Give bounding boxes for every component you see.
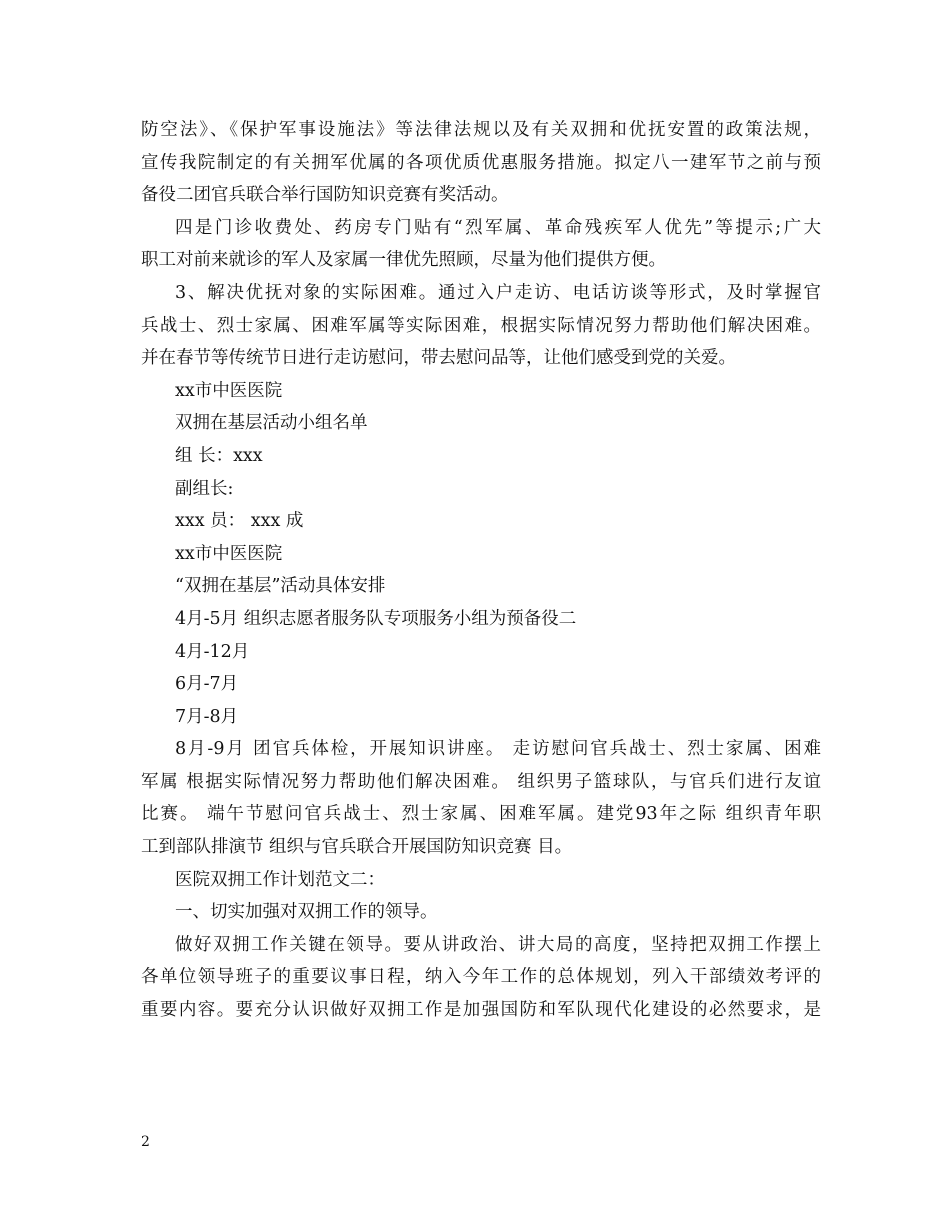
text-line: 并在春节等传统节日进行走访慰问，带去慰问品等，让他们感受到党的关爱。 [141, 348, 736, 369]
text-line: 做好双拥工作关键在领导。要从讲政治、讲大局的高度，坚持把双拥工作摆上 [175, 934, 821, 955]
text-line: 一、切实加强对双拥工作的领导。 [175, 902, 438, 923]
text-line: 副组长: [175, 478, 234, 499]
text-line: “双拥在基层”活动具体安排 [175, 576, 386, 597]
text-line: 各单位领导班子的重要议事日程，纳入今年工作的总体规划，列入干部绩效考评的 [141, 967, 821, 988]
text-line: 7月-8月 [175, 706, 239, 727]
text-line: 4月-5月 组织志愿者服务队专项服务小组为预备役二 [175, 608, 577, 629]
text-line: xxx 员： xxx 成 [175, 511, 304, 532]
text-line: 防空法》、《保护军事设施法》等法律法规以及有关双拥和优抚安置的政策法规， [141, 120, 821, 140]
text-line: 宣传我院制定的有关拥军优属的各项优质优惠服务措施。拟定八一建军节之前与预 [141, 152, 821, 173]
text-line: 医院双拥工作计划范文二： [175, 869, 385, 890]
text-line: 工到部队排演节 组织与官兵联合开展国防知识竞赛 目。 [141, 837, 573, 858]
text-line: 四是门诊收费处、药房专门贴有“烈军属、革命残疾军人优先”等提示;广大 [175, 217, 821, 238]
text-line: 8月-9月 团官兵体检，开展知识讲座。 走访慰问官兵战士、烈士家属、困难 [175, 739, 821, 760]
text-line: 备役二团官兵联合举行国防知识竞赛有奖活动。 [141, 185, 509, 206]
text-line: xx市中医医院 [175, 543, 283, 564]
page-number: 2 [141, 1134, 150, 1150]
text-line: 军属 根据实际情况努力帮助他们解决困难。 组织男子篮球队，与官兵们进行友谊 [141, 771, 821, 792]
text-line: 4月-12月 [175, 641, 250, 662]
text-line: 重要内容。要充分认识做好双拥工作是加强国防和军队现代化建设的必然要求，是 [141, 1000, 821, 1021]
text-line: 6月-7月 [175, 674, 239, 695]
text-line: 双拥在基层活动小组名单 [175, 413, 368, 434]
text-line: 兵战士、烈士家属、困难军属等实际困难，根据实际情况努力帮助他们解决困难。 [141, 315, 821, 336]
text-line: 职工对前来就诊的军人及家属一律优先照顾，尽量为他们提供方便。 [141, 250, 666, 271]
text-line: xx市中医医院 [175, 380, 283, 401]
text-line: 组 长：xxx [175, 445, 263, 466]
text-line: 比赛。 端午节慰问官兵战士、烈士家属、困难军属。建党93年之际 组织青年职 [141, 804, 821, 825]
text-line: 3、解决优抚对象的实际困难。通过入户走访、电话访谈等形式，及时掌握官 [175, 282, 821, 303]
body-text [141, 114, 821, 1027]
